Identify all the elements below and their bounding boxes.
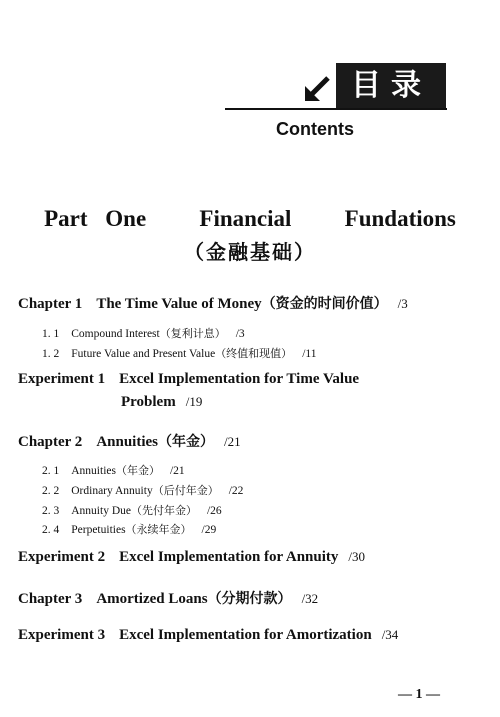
entry-page: /32 bbox=[301, 591, 319, 606]
entry-title: Perpetuities bbox=[71, 524, 126, 536]
toc-title: 目录 bbox=[336, 63, 446, 108]
entry-title: Compound Interest bbox=[71, 328, 160, 340]
entry-title-zh: （先付年金） bbox=[130, 504, 197, 517]
entry-number: 2. 4 bbox=[42, 524, 60, 536]
entry-page: /3 bbox=[235, 328, 245, 340]
entry-page: /30 bbox=[348, 549, 366, 564]
entry-page: /19 bbox=[185, 394, 203, 409]
entry-title: Annuity Due bbox=[71, 505, 131, 517]
entry-title: Excel Implementation for Time Value bbox=[119, 371, 360, 387]
entry-page: /21 bbox=[169, 465, 185, 477]
entry-page: /21 bbox=[224, 434, 241, 449]
entry-title-zh: （分期付款） bbox=[207, 591, 292, 607]
toc-entry-chapter-3[interactable] bbox=[18, 588, 318, 608]
entry-title: Excel Implementation for Amortization bbox=[119, 627, 372, 643]
entry-number: Chapter 1 bbox=[18, 296, 83, 312]
entry-number: 2. 3 bbox=[42, 505, 60, 517]
entry-title-zh: （复利计息） bbox=[159, 327, 226, 340]
arrow-icon bbox=[302, 74, 332, 104]
toc-entry-1-1[interactable] bbox=[42, 325, 245, 341]
part-subtitle: （金融基础） bbox=[184, 240, 316, 264]
entry-number: Experiment 3 bbox=[18, 627, 106, 643]
entry-number: 1. 2 bbox=[42, 348, 60, 360]
entry-title: Amortized Loans bbox=[96, 591, 208, 607]
entry-title-zh: （年金） bbox=[158, 434, 214, 450]
entry-page: /3 bbox=[397, 296, 408, 311]
entry-number: Experiment 1 bbox=[18, 371, 106, 387]
toc-entry-1-2[interactable] bbox=[42, 345, 316, 361]
entry-title-zh: （后付年金） bbox=[152, 484, 219, 497]
entry-page: /22 bbox=[228, 485, 244, 497]
entry-title: Excel Implementation for Annuity bbox=[119, 549, 339, 565]
entry-number: 1. 1 bbox=[42, 328, 60, 340]
part-title: Part One Financial Fundations bbox=[44, 206, 456, 231]
entry-page: /34 bbox=[381, 627, 399, 642]
toc-entry-2-3[interactable] bbox=[42, 502, 222, 518]
toc-entry-chapter-2[interactable] bbox=[18, 431, 241, 451]
entry-title: The Time Value of Money bbox=[96, 296, 262, 312]
toc-entry-experiment-1-cont[interactable] bbox=[121, 394, 202, 411]
entry-title-cont: Problem bbox=[121, 394, 176, 410]
entry-number: Chapter 2 bbox=[18, 434, 83, 450]
toc-entry-experiment-3[interactable] bbox=[18, 627, 398, 644]
page-number: — 1 — bbox=[398, 687, 440, 702]
header-divider bbox=[225, 108, 447, 110]
contents-subtitle: Contents bbox=[276, 119, 354, 139]
entry-title-zh: （资金的时间价值） bbox=[261, 296, 388, 312]
toc-entry-2-4[interactable] bbox=[42, 521, 216, 537]
entry-title-zh: （终值和现值） bbox=[215, 347, 293, 360]
entry-page: /29 bbox=[201, 524, 217, 536]
entry-title: Annuities bbox=[96, 434, 158, 450]
entry-number: Chapter 3 bbox=[18, 591, 83, 607]
entry-title: Future Value and Present Value bbox=[71, 348, 216, 360]
entry-title: Ordinary Annuity bbox=[71, 485, 153, 497]
toc-entry-experiment-1[interactable] bbox=[18, 371, 359, 388]
entry-title-zh: （年金） bbox=[115, 464, 160, 477]
entry-number: 2. 2 bbox=[42, 485, 60, 497]
entry-number: Experiment 2 bbox=[18, 549, 106, 565]
entry-number: 2. 1 bbox=[42, 465, 60, 477]
entry-page: /26 bbox=[206, 505, 222, 517]
entry-page: /11 bbox=[302, 348, 317, 360]
toc-entry-2-1[interactable] bbox=[42, 462, 185, 478]
toc-entry-chapter-1[interactable] bbox=[18, 293, 408, 313]
toc-entry-2-2[interactable] bbox=[42, 482, 243, 498]
toc-entry-experiment-2[interactable] bbox=[18, 549, 365, 566]
entry-title: Annuities bbox=[71, 465, 116, 477]
entry-title-zh: （永续年金） bbox=[125, 523, 192, 536]
